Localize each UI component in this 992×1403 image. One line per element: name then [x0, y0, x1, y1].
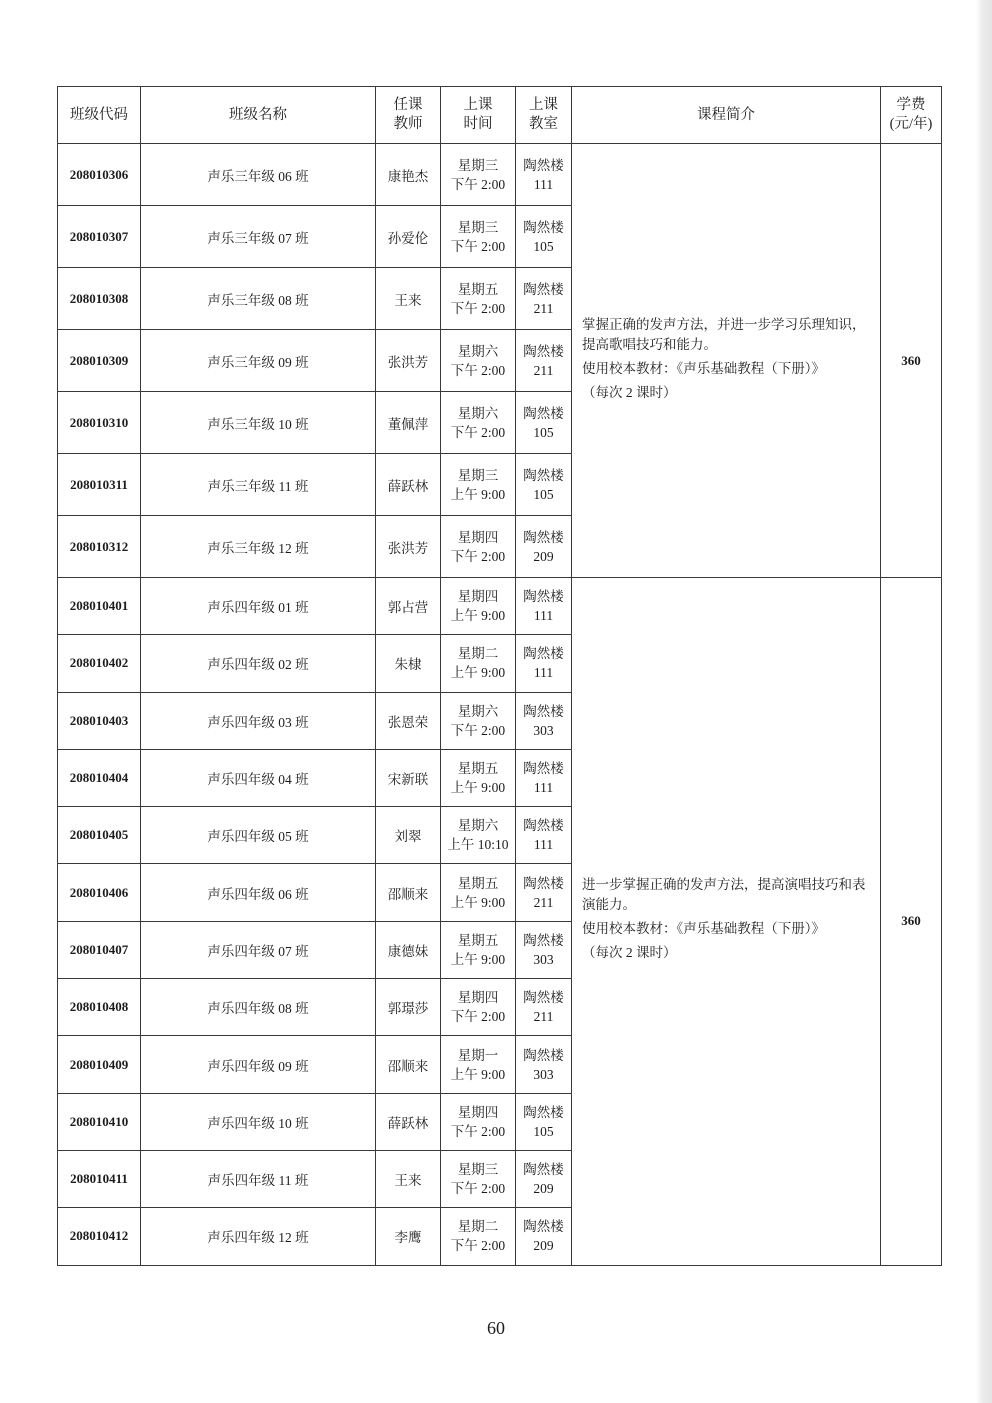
room-number: 211 [533, 894, 554, 910]
teacher-cell: 董佩萍 [376, 392, 441, 454]
weekday: 星期六 [457, 343, 499, 359]
room-cell [516, 1036, 572, 1093]
course-intro-cell [572, 578, 881, 1266]
building-name: 陶然楼 [523, 932, 564, 948]
time-cell [441, 144, 516, 206]
room-cell [516, 864, 572, 921]
weekday: 星期三 [457, 467, 499, 483]
class-time: 下午 2:00 [450, 1123, 506, 1139]
class-time: 上午 9:00 [450, 894, 506, 910]
room-cell [516, 578, 572, 635]
weekday: 星期三 [457, 219, 499, 235]
course-intro-line: （每次 2 课时） [582, 384, 677, 400]
building-name: 陶然楼 [523, 875, 564, 891]
time-cell [441, 1036, 516, 1093]
header-label: 学费 [896, 97, 926, 113]
room-cell [516, 516, 572, 578]
room-number: 211 [533, 300, 554, 316]
room-cell [516, 1093, 572, 1150]
header-label: 教师 [393, 116, 423, 132]
time-cell [441, 578, 516, 635]
room-number: 111 [533, 176, 554, 192]
teacher-cell: 王来 [376, 1150, 441, 1207]
class-name-cell: 声乐四年级 08 班 [141, 979, 376, 1036]
room-cell [516, 807, 572, 864]
teacher-cell: 邵顺来 [376, 864, 441, 921]
class-name-cell: 声乐四年级 09 班 [141, 1036, 376, 1093]
weekday: 星期一 [457, 1047, 499, 1063]
header-class-name [141, 87, 376, 144]
header-label: 上课 [463, 97, 493, 113]
header-room [516, 87, 572, 144]
class-code-cell: 208010402 [58, 635, 141, 692]
time-cell [441, 206, 516, 268]
teacher-cell: 康德妹 [376, 921, 441, 978]
weekday: 星期六 [457, 703, 499, 719]
course-intro-line: （每次 2 课时） [582, 945, 677, 961]
room-number: 111 [533, 837, 554, 853]
teacher-cell: 宋新联 [376, 749, 441, 806]
building-name: 陶然楼 [523, 343, 564, 359]
class-code-cell: 208010312 [58, 516, 141, 578]
building-name: 陶然楼 [523, 818, 564, 834]
header-label: 班级名称 [229, 106, 287, 123]
teacher-cell: 李鹰 [376, 1208, 441, 1265]
time-cell [441, 330, 516, 392]
room-number: 111 [533, 608, 554, 624]
header-label: 任课 [393, 97, 423, 113]
class-name-cell: 声乐四年级 03 班 [141, 692, 376, 749]
teacher-cell: 刘翠 [376, 807, 441, 864]
header-label: 教室 [529, 116, 558, 132]
weekday: 星期四 [457, 589, 499, 605]
class-time: 上午 9:00 [450, 608, 506, 624]
table-row [58, 144, 942, 206]
room-cell [516, 206, 572, 268]
room-cell [516, 268, 572, 330]
building-name: 陶然楼 [523, 405, 564, 421]
room-number: 303 [533, 951, 554, 967]
weekday: 星期五 [457, 281, 499, 297]
building-name: 陶然楼 [523, 529, 564, 545]
class-time: 下午 2:00 [450, 424, 506, 440]
time-cell [441, 692, 516, 749]
course-schedule-table [57, 86, 942, 1266]
building-name: 陶然楼 [523, 589, 564, 605]
weekday: 星期五 [457, 761, 499, 777]
header-label: 上课 [529, 97, 558, 113]
room-cell [516, 749, 572, 806]
teacher-cell: 郭璟莎 [376, 979, 441, 1036]
class-time: 上午 10:10 [447, 837, 509, 853]
class-code-cell: 208010408 [58, 979, 141, 1036]
building-name: 陶然楼 [523, 761, 564, 777]
room-cell [516, 392, 572, 454]
teacher-cell: 孙爱伦 [376, 206, 441, 268]
class-code-cell: 208010409 [58, 1036, 141, 1093]
room-number: 303 [533, 722, 554, 738]
weekday: 星期五 [457, 875, 499, 891]
room-number: 111 [533, 665, 554, 681]
time-cell [441, 807, 516, 864]
class-code-cell: 208010401 [58, 578, 141, 635]
header-time [441, 87, 516, 144]
building-name: 陶然楼 [523, 157, 564, 173]
building-name: 陶然楼 [523, 219, 564, 235]
class-code-cell: 208010311 [58, 454, 141, 516]
weekday: 星期四 [457, 990, 499, 1006]
room-cell [516, 979, 572, 1036]
room-cell [516, 454, 572, 516]
class-code-cell: 208010306 [58, 144, 141, 206]
class-code-cell: 208010404 [58, 749, 141, 806]
class-name-cell: 声乐四年级 10 班 [141, 1093, 376, 1150]
header-label: 班级代码 [70, 106, 128, 123]
room-cell [516, 635, 572, 692]
room-number: 105 [533, 424, 554, 440]
class-time: 下午 2:00 [450, 1009, 506, 1025]
class-code-cell: 208010410 [58, 1093, 141, 1150]
class-time: 上午 9:00 [450, 1066, 506, 1082]
class-code-cell: 208010411 [58, 1150, 141, 1207]
scan-shadow [976, 0, 992, 1403]
class-name-cell: 声乐三年级 09 班 [141, 330, 376, 392]
time-cell [441, 454, 516, 516]
room-number: 211 [533, 1009, 554, 1025]
room-number: 211 [533, 362, 554, 378]
course-intro-line: 掌握正确的发声方法，并进一步学习乐理知识，提高歌唱技巧和能力。 [582, 316, 866, 352]
weekday: 星期三 [457, 157, 499, 173]
class-time: 下午 2:00 [450, 1238, 506, 1254]
class-name-cell: 声乐三年级 11 班 [141, 454, 376, 516]
room-number: 209 [533, 548, 554, 564]
weekday: 星期三 [457, 1162, 499, 1178]
time-cell [441, 979, 516, 1036]
teacher-cell: 朱棣 [376, 635, 441, 692]
class-code-cell: 208010307 [58, 206, 141, 268]
class-time: 下午 2:00 [450, 548, 506, 564]
class-code-cell: 208010309 [58, 330, 141, 392]
weekday: 星期五 [457, 932, 499, 948]
fee-cell: 360 [881, 144, 942, 578]
time-cell [441, 516, 516, 578]
room-cell [516, 692, 572, 749]
weekday: 星期二 [457, 1219, 499, 1235]
class-time: 上午 9:00 [450, 486, 506, 502]
time-cell [441, 392, 516, 454]
class-time: 下午 2:00 [450, 722, 506, 738]
teacher-cell: 邵顺来 [376, 1036, 441, 1093]
room-number: 111 [533, 780, 554, 796]
room-number: 105 [533, 486, 554, 502]
class-code-cell: 208010403 [58, 692, 141, 749]
room-cell [516, 921, 572, 978]
class-name-cell: 声乐四年级 12 班 [141, 1208, 376, 1265]
teacher-cell: 薛跃林 [376, 454, 441, 516]
class-name-cell: 声乐四年级 05 班 [141, 807, 376, 864]
teacher-cell: 张洪芳 [376, 516, 441, 578]
class-code-cell: 208010405 [58, 807, 141, 864]
header-fee [881, 87, 942, 144]
page-number: 60 [487, 1318, 505, 1338]
class-name-cell: 声乐四年级 07 班 [141, 921, 376, 978]
class-name-cell: 声乐四年级 04 班 [141, 749, 376, 806]
class-time: 下午 2:00 [450, 1181, 506, 1197]
class-time: 上午 9:00 [450, 951, 506, 967]
class-time: 下午 2:00 [450, 300, 506, 316]
class-name-cell: 声乐四年级 06 班 [141, 864, 376, 921]
header-row [58, 87, 942, 144]
course-intro-line: 使用校本教材：《声乐基础教程（下册）》 [582, 921, 825, 937]
class-name-cell: 声乐三年级 07 班 [141, 206, 376, 268]
weekday: 星期四 [457, 1104, 499, 1120]
teacher-cell: 王来 [376, 268, 441, 330]
room-number: 105 [533, 238, 554, 254]
class-name-cell: 声乐三年级 08 班 [141, 268, 376, 330]
teacher-cell: 郭占营 [376, 578, 441, 635]
header-label: 时间 [463, 116, 493, 132]
class-code-cell: 208010308 [58, 268, 141, 330]
room-cell [516, 330, 572, 392]
teacher-cell: 薛跃林 [376, 1093, 441, 1150]
building-name: 陶然楼 [523, 1047, 564, 1063]
time-cell [441, 268, 516, 330]
building-name: 陶然楼 [523, 281, 564, 297]
room-number: 105 [533, 1123, 554, 1139]
room-number: 209 [533, 1238, 554, 1254]
table-body [58, 144, 942, 1266]
class-name-cell: 声乐三年级 12 班 [141, 516, 376, 578]
class-time: 上午 9:00 [450, 780, 506, 796]
class-code-cell: 208010407 [58, 921, 141, 978]
class-time: 上午 9:00 [450, 665, 506, 681]
time-cell [441, 749, 516, 806]
class-code-cell: 208010412 [58, 1208, 141, 1265]
room-cell [516, 1150, 572, 1207]
building-name: 陶然楼 [523, 1219, 564, 1235]
class-name-cell: 声乐三年级 10 班 [141, 392, 376, 454]
weekday: 星期四 [457, 529, 499, 545]
time-cell [441, 1150, 516, 1207]
class-code-cell: 208010310 [58, 392, 141, 454]
time-cell [441, 1093, 516, 1150]
time-cell [441, 1208, 516, 1265]
class-time: 下午 2:00 [450, 362, 506, 378]
building-name: 陶然楼 [523, 1104, 564, 1120]
building-name: 陶然楼 [523, 1162, 564, 1178]
building-name: 陶然楼 [523, 646, 564, 662]
class-name-cell: 声乐四年级 11 班 [141, 1150, 376, 1207]
class-name-cell: 声乐四年级 02 班 [141, 635, 376, 692]
header-teacher [376, 87, 441, 144]
header-course-intro [572, 87, 881, 144]
class-time: 下午 2:00 [450, 238, 506, 254]
time-cell [441, 635, 516, 692]
weekday: 星期二 [457, 646, 499, 662]
room-cell [516, 1208, 572, 1265]
building-name: 陶然楼 [523, 467, 564, 483]
fee-cell: 360 [881, 578, 942, 1266]
building-name: 陶然楼 [523, 990, 564, 1006]
table-row [58, 578, 942, 635]
room-number: 303 [533, 1066, 554, 1082]
teacher-cell: 张恩荣 [376, 692, 441, 749]
header-class-code [58, 87, 141, 144]
class-name-cell: 声乐三年级 06 班 [141, 144, 376, 206]
header-label: (元/年) [889, 116, 933, 132]
room-number: 209 [533, 1181, 554, 1197]
time-cell [441, 864, 516, 921]
course-intro-line: 进一步掌握正确的发声方法，提高演唱技巧和表演能力。 [582, 877, 866, 913]
header-label: 课程简介 [697, 106, 755, 123]
weekday: 星期六 [457, 818, 499, 834]
course-intro-cell [572, 144, 881, 578]
class-time: 下午 2:00 [450, 176, 506, 192]
class-code-cell: 208010406 [58, 864, 141, 921]
building-name: 陶然楼 [523, 703, 564, 719]
room-cell [516, 144, 572, 206]
teacher-cell: 康艳杰 [376, 144, 441, 206]
teacher-cell: 张洪芳 [376, 330, 441, 392]
course-intro-line: 使用校本教材：《声乐基础教程（下册）》 [582, 360, 825, 376]
class-name-cell: 声乐四年级 01 班 [141, 578, 376, 635]
weekday: 星期六 [457, 405, 499, 421]
time-cell [441, 921, 516, 978]
